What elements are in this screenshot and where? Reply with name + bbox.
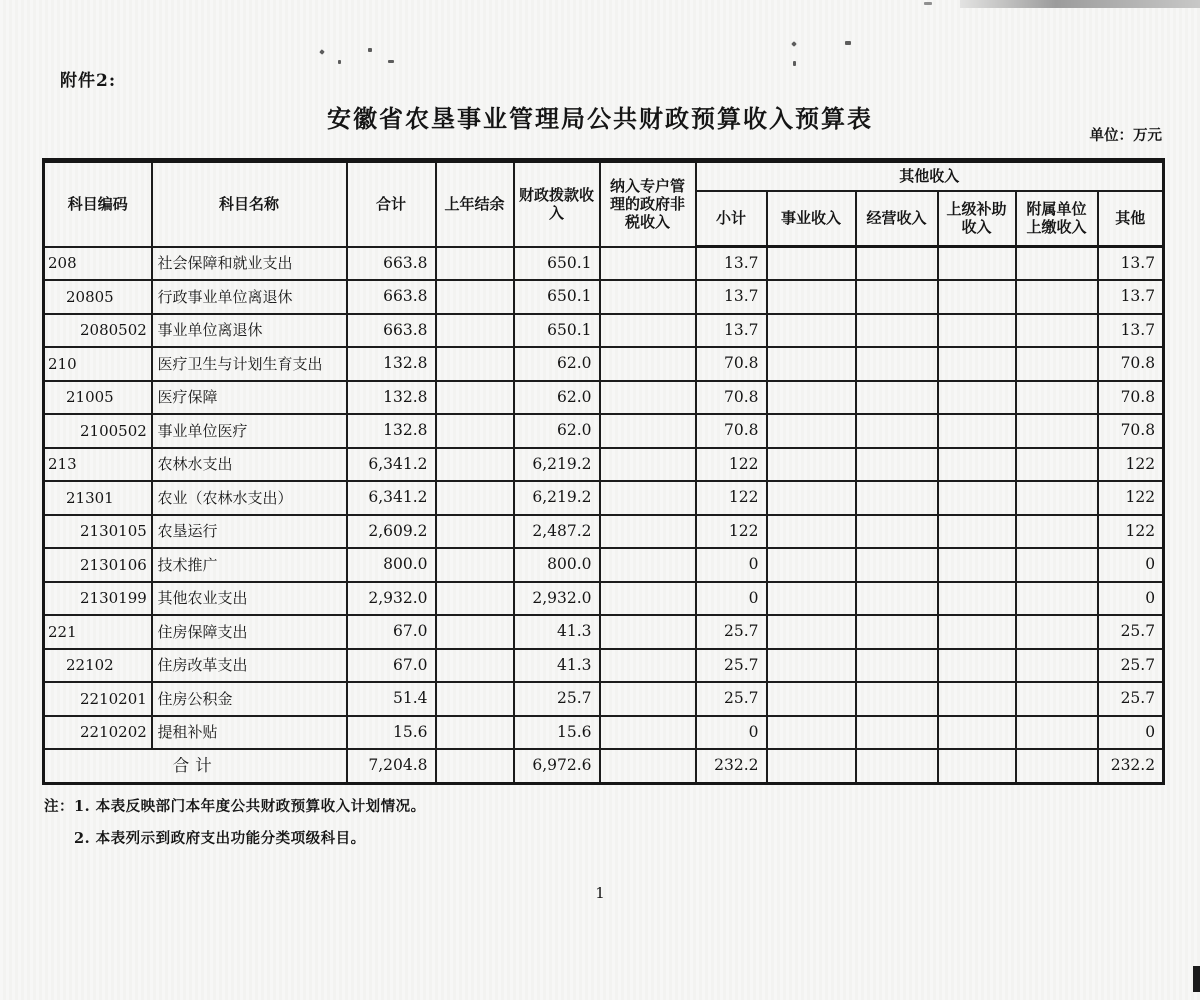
code-cell: 22102	[44, 649, 152, 683]
subsidy-income-cell	[938, 615, 1016, 649]
name-cell: 社会保障和就业支出	[152, 247, 347, 281]
operating-income-cell	[856, 247, 938, 281]
code-cell: 210	[44, 347, 152, 381]
affiliate-income-cell	[1016, 481, 1098, 515]
header-other-income-group: 其他收入	[696, 161, 1164, 191]
affiliate-income-cell	[1016, 582, 1098, 616]
table-row	[44, 481, 1164, 515]
scan-speckle	[924, 2, 932, 5]
affiliate-income-cell	[1016, 448, 1098, 482]
header-operating-income: 经营收入	[856, 191, 938, 247]
total-cell: 6,341.2	[347, 481, 436, 515]
total-prev-balance-cell	[436, 749, 514, 783]
prev-balance-cell	[436, 381, 514, 415]
note-1: 注：1. 本表反映部门本年度公共财政预算收入计划情况。	[44, 798, 426, 815]
code-cell: 21301	[44, 481, 152, 515]
special-account-cell	[600, 716, 696, 750]
total-cell: 800.0	[347, 548, 436, 582]
scan-speckle	[319, 49, 325, 55]
total-business-income-cell	[767, 749, 856, 783]
fiscal-cell: 6,219.2	[514, 448, 600, 482]
business-income-cell	[767, 414, 856, 448]
table-row	[44, 682, 1164, 716]
affiliate-income-cell	[1016, 247, 1098, 281]
operating-income-cell	[856, 582, 938, 616]
special-account-cell	[600, 381, 696, 415]
fiscal-cell: 41.3	[514, 649, 600, 683]
total-cell: 132.8	[347, 381, 436, 415]
operating-income-cell	[856, 414, 938, 448]
total-special-account-cell	[600, 749, 696, 783]
total-other-cell: 232.2	[1098, 749, 1164, 783]
affiliate-income-cell	[1016, 615, 1098, 649]
total-cell: 67.0	[347, 649, 436, 683]
table-row	[44, 414, 1164, 448]
other-cell: 122	[1098, 448, 1164, 482]
subtotal-cell: 0	[696, 716, 767, 750]
operating-income-cell	[856, 448, 938, 482]
subsidy-income-cell	[938, 448, 1016, 482]
note-2: 2. 本表列示到政府支出功能分类项级科目。	[74, 830, 366, 847]
other-cell: 70.8	[1098, 414, 1164, 448]
subtotal-cell: 25.7	[696, 615, 767, 649]
business-income-cell	[767, 381, 856, 415]
fiscal-cell: 650.1	[514, 314, 600, 348]
scan-speckle	[388, 60, 394, 63]
table-row	[44, 515, 1164, 549]
name-cell: 其他农业支出	[152, 582, 347, 616]
fiscal-cell: 62.0	[514, 381, 600, 415]
name-cell: 医疗保障	[152, 381, 347, 415]
table-row	[44, 548, 1164, 582]
other-cell: 122	[1098, 481, 1164, 515]
subsidy-income-cell	[938, 347, 1016, 381]
code-cell: 221	[44, 615, 152, 649]
header-subject-name: 科目名称	[152, 161, 347, 247]
table-row	[44, 615, 1164, 649]
code-cell: 2130105	[44, 515, 152, 549]
subsidy-income-cell	[938, 515, 1016, 549]
business-income-cell	[767, 649, 856, 683]
subtotal-cell: 25.7	[696, 682, 767, 716]
operating-income-cell	[856, 481, 938, 515]
other-cell: 25.7	[1098, 649, 1164, 683]
special-account-cell	[600, 314, 696, 348]
prev-balance-cell	[436, 615, 514, 649]
operating-income-cell	[856, 716, 938, 750]
fiscal-cell: 6,219.2	[514, 481, 600, 515]
header-affiliate-remittance-income: 附属单位上缴收入	[1016, 191, 1098, 247]
fiscal-cell: 15.6	[514, 716, 600, 750]
total-operating-income-cell	[856, 749, 938, 783]
operating-income-cell	[856, 548, 938, 582]
subsidy-income-cell	[938, 582, 1016, 616]
special-account-cell	[600, 582, 696, 616]
business-income-cell	[767, 280, 856, 314]
total-cell: 6,341.2	[347, 448, 436, 482]
code-cell: 21005	[44, 381, 152, 415]
other-cell: 25.7	[1098, 682, 1164, 716]
subsidy-income-cell	[938, 481, 1016, 515]
total-cell: 663.8	[347, 314, 436, 348]
subsidy-income-cell	[938, 280, 1016, 314]
name-cell: 住房公积金	[152, 682, 347, 716]
affiliate-income-cell	[1016, 682, 1098, 716]
affiliate-income-cell	[1016, 548, 1098, 582]
operating-income-cell	[856, 515, 938, 549]
special-account-cell	[600, 448, 696, 482]
prev-balance-cell	[436, 347, 514, 381]
business-income-cell	[767, 548, 856, 582]
header-fiscal-appropriation: 财政拨款收入	[514, 161, 600, 247]
code-cell: 20805	[44, 280, 152, 314]
operating-income-cell	[856, 347, 938, 381]
business-income-cell	[767, 347, 856, 381]
total-row	[44, 749, 1164, 783]
table-header	[44, 161, 1164, 247]
other-cell: 70.8	[1098, 347, 1164, 381]
subtotal-cell: 0	[696, 582, 767, 616]
budget-table	[42, 158, 1165, 785]
table-row	[44, 381, 1164, 415]
header-total: 合计	[347, 161, 436, 247]
scan-speckle	[793, 61, 796, 66]
prev-balance-cell	[436, 649, 514, 683]
business-income-cell	[767, 247, 856, 281]
total-cell: 132.8	[347, 347, 436, 381]
subsidy-income-cell	[938, 314, 1016, 348]
subsidy-income-cell	[938, 247, 1016, 281]
affiliate-income-cell	[1016, 649, 1098, 683]
fiscal-cell: 25.7	[514, 682, 600, 716]
table-row	[44, 448, 1164, 482]
operating-income-cell	[856, 314, 938, 348]
prev-balance-cell	[436, 448, 514, 482]
attachment-label: 附件2:	[60, 71, 117, 91]
header-prev-year-balance: 上年结余	[436, 161, 514, 247]
table-row	[44, 649, 1164, 683]
business-income-cell	[767, 481, 856, 515]
notes-block	[44, 795, 426, 848]
special-account-cell	[600, 682, 696, 716]
other-cell: 122	[1098, 515, 1164, 549]
business-income-cell	[767, 314, 856, 348]
subtotal-cell: 122	[696, 481, 767, 515]
scan-artifact-bottom-right	[1193, 966, 1200, 992]
fiscal-cell: 650.1	[514, 247, 600, 281]
prev-balance-cell	[436, 682, 514, 716]
business-income-cell	[767, 716, 856, 750]
code-cell: 2130199	[44, 582, 152, 616]
total-sum-cell: 7,204.8	[347, 749, 436, 783]
prev-balance-cell	[436, 582, 514, 616]
total-cell: 663.8	[347, 280, 436, 314]
table-row	[44, 280, 1164, 314]
subtotal-cell: 70.8	[696, 347, 767, 381]
code-cell: 2080502	[44, 314, 152, 348]
prev-balance-cell	[436, 414, 514, 448]
header-special-account-nontax: 纳入专户管理的政府非税收入	[600, 161, 696, 247]
table-row	[44, 347, 1164, 381]
total-cell: 663.8	[347, 247, 436, 281]
subtotal-cell: 25.7	[696, 649, 767, 683]
scan-speckle	[845, 41, 851, 45]
other-cell: 13.7	[1098, 314, 1164, 348]
other-cell: 13.7	[1098, 247, 1164, 281]
other-cell: 0	[1098, 582, 1164, 616]
subtotal-cell: 122	[696, 448, 767, 482]
name-cell: 农林水支出	[152, 448, 347, 482]
subtotal-cell: 70.8	[696, 414, 767, 448]
affiliate-income-cell	[1016, 280, 1098, 314]
subtotal-cell: 13.7	[696, 247, 767, 281]
business-income-cell	[767, 582, 856, 616]
code-cell: 2130106	[44, 548, 152, 582]
fiscal-cell: 41.3	[514, 615, 600, 649]
code-cell: 213	[44, 448, 152, 482]
affiliate-income-cell	[1016, 347, 1098, 381]
business-income-cell	[767, 682, 856, 716]
code-cell: 208	[44, 247, 152, 281]
subtotal-cell: 13.7	[696, 280, 767, 314]
total-subsidy-income-cell	[938, 749, 1016, 783]
code-cell: 2100502	[44, 414, 152, 448]
subsidy-income-cell	[938, 682, 1016, 716]
scan-speckle	[791, 41, 797, 47]
table-row	[44, 716, 1164, 750]
scan-artifact-top-right	[960, 0, 1200, 8]
special-account-cell	[600, 280, 696, 314]
name-cell: 农垦运行	[152, 515, 347, 549]
total-cell: 132.8	[347, 414, 436, 448]
subsidy-income-cell	[938, 548, 1016, 582]
subtotal-cell: 122	[696, 515, 767, 549]
subtotal-cell: 13.7	[696, 314, 767, 348]
total-cell: 2,932.0	[347, 582, 436, 616]
operating-income-cell	[856, 649, 938, 683]
special-account-cell	[600, 649, 696, 683]
prev-balance-cell	[436, 280, 514, 314]
table-row	[44, 314, 1164, 348]
special-account-cell	[600, 515, 696, 549]
page-number: 1	[595, 884, 605, 902]
total-cell: 15.6	[347, 716, 436, 750]
fiscal-cell: 650.1	[514, 280, 600, 314]
special-account-cell	[600, 615, 696, 649]
total-cell: 2,609.2	[347, 515, 436, 549]
header-subject-code: 科目编码	[44, 161, 152, 247]
special-account-cell	[600, 247, 696, 281]
fiscal-cell: 2,932.0	[514, 582, 600, 616]
total-affiliate-income-cell	[1016, 749, 1098, 783]
fiscal-cell: 2,487.2	[514, 515, 600, 549]
operating-income-cell	[856, 615, 938, 649]
affiliate-income-cell	[1016, 314, 1098, 348]
code-cell: 2210202	[44, 716, 152, 750]
special-account-cell	[600, 548, 696, 582]
business-income-cell	[767, 615, 856, 649]
operating-income-cell	[856, 280, 938, 314]
fiscal-cell: 62.0	[514, 414, 600, 448]
name-cell: 住房保障支出	[152, 615, 347, 649]
header-superior-subsidy-income: 上级补助收入	[938, 191, 1016, 247]
other-cell: 0	[1098, 716, 1164, 750]
operating-income-cell	[856, 381, 938, 415]
prev-balance-cell	[436, 247, 514, 281]
other-cell: 70.8	[1098, 381, 1164, 415]
total-fiscal-cell: 6,972.6	[514, 749, 600, 783]
header-subtotal: 小计	[696, 191, 767, 247]
prev-balance-cell	[436, 314, 514, 348]
unit-label: 单位：万元	[1089, 127, 1162, 144]
special-account-cell	[600, 347, 696, 381]
scan-speckle	[338, 60, 341, 64]
special-account-cell	[600, 414, 696, 448]
business-income-cell	[767, 515, 856, 549]
subsidy-income-cell	[938, 649, 1016, 683]
business-income-cell	[767, 448, 856, 482]
total-subtotal-cell: 232.2	[696, 749, 767, 783]
prev-balance-cell	[436, 716, 514, 750]
name-cell: 提租补贴	[152, 716, 347, 750]
subsidy-income-cell	[938, 381, 1016, 415]
other-cell: 0	[1098, 548, 1164, 582]
header-other: 其他	[1098, 191, 1164, 247]
name-cell: 医疗卫生与计划生育支出	[152, 347, 347, 381]
total-row-label: 合计	[44, 749, 347, 783]
table-row	[44, 582, 1164, 616]
page-title: 安徽省农垦事业管理局公共财政预算收入预算表	[327, 104, 873, 133]
prev-balance-cell	[436, 515, 514, 549]
fiscal-cell: 800.0	[514, 548, 600, 582]
affiliate-income-cell	[1016, 414, 1098, 448]
subsidy-income-cell	[938, 414, 1016, 448]
other-cell: 13.7	[1098, 280, 1164, 314]
total-cell: 67.0	[347, 615, 436, 649]
subsidy-income-cell	[938, 716, 1016, 750]
total-cell: 51.4	[347, 682, 436, 716]
code-cell: 2210201	[44, 682, 152, 716]
prev-balance-cell	[436, 481, 514, 515]
name-cell: 事业单位医疗	[152, 414, 347, 448]
operating-income-cell	[856, 682, 938, 716]
scan-speckle	[368, 48, 372, 52]
table-body	[44, 247, 1164, 750]
other-cell: 25.7	[1098, 615, 1164, 649]
special-account-cell	[600, 481, 696, 515]
name-cell: 住房改革支出	[152, 649, 347, 683]
prev-balance-cell	[436, 548, 514, 582]
subtotal-cell: 70.8	[696, 381, 767, 415]
name-cell: 技术推广	[152, 548, 347, 582]
affiliate-income-cell	[1016, 716, 1098, 750]
name-cell: 事业单位离退休	[152, 314, 347, 348]
subtotal-cell: 0	[696, 548, 767, 582]
table-row	[44, 247, 1164, 281]
name-cell: 行政事业单位离退休	[152, 280, 347, 314]
fiscal-cell: 62.0	[514, 347, 600, 381]
name-cell: 农业（农林水支出）	[152, 481, 347, 515]
affiliate-income-cell	[1016, 381, 1098, 415]
affiliate-income-cell	[1016, 515, 1098, 549]
header-business-income: 事业收入	[767, 191, 856, 247]
